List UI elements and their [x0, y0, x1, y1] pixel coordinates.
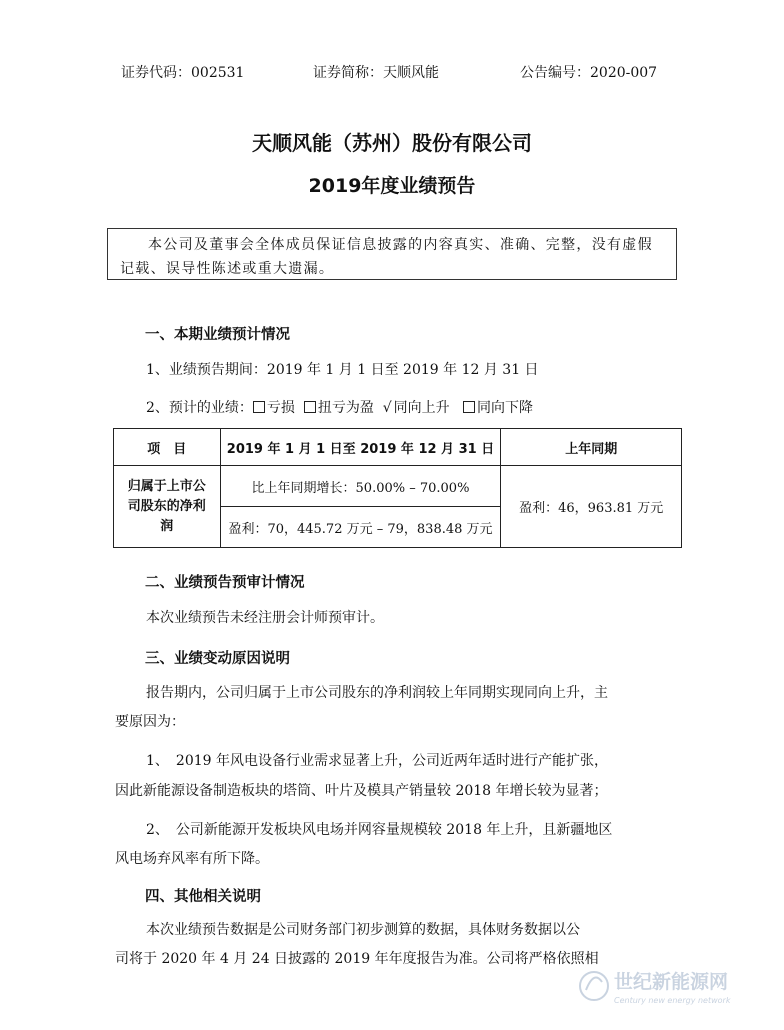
watermark-subtext: Century new energy network — [614, 996, 731, 1005]
checkbox-turnaround — [304, 401, 316, 413]
checkbox-loss — [253, 401, 265, 413]
notice-number: 公告编号：2020-007 — [520, 65, 658, 81]
forecast-period: 1、业绩预告期间：2019 年 1 月 1 日至 2019 年 12 月 31 日 — [146, 362, 539, 378]
section3-intro-line2: 要原因为： — [115, 714, 185, 730]
section2-text: 本次业绩预告未经注册会计师预审计。 — [146, 610, 384, 626]
section3-intro-line1: 报告期内，公司归属于上市公司股东的净利润较上年同期实现同向上升，主 — [146, 685, 608, 701]
option-increase: 同向上升 — [393, 400, 450, 416]
section3-item1-line1: 1、 2019 年风电设备行业需求显著上升，公司近两年适时进行产能扩张， — [146, 753, 608, 769]
header-item: 项 目 — [114, 429, 221, 466]
report-title: 2019年度业绩预告 — [308, 175, 476, 197]
prior-profit-cell: 盈利：46，963.81 万元 — [501, 466, 682, 548]
watermark-logo-icon — [572, 960, 772, 1010]
watermark-text: 世纪新能源网 — [614, 971, 729, 993]
row-label-line: 润 — [160, 518, 174, 534]
check-mark-icon: √ — [382, 400, 392, 416]
profit-range-cell: 盈利：70，445.72 万元 – 79，838.48 万元 — [220, 507, 501, 548]
stock-code: 证券代码：002531 — [121, 65, 245, 81]
site-watermark — [572, 960, 772, 1010]
option-decrease: 同向下降 — [477, 400, 534, 416]
section3-item2-line1: 2、 公司新能源开发板块风电场并网容量规模较 2018 年上升，且新疆地区 — [146, 822, 613, 838]
growth-cell: 比上年同期增长：50.00% – 70.00% — [220, 466, 501, 507]
section3-item1-line2: 因此新能源设备制造板块的塔筒、叶片及模具产销量较 2018 年增长较为显著； — [115, 783, 608, 799]
header-current-period: 2019 年 1 月 1 日至 2019 年 12 月 31 日 — [220, 429, 501, 466]
table-header-row — [114, 429, 682, 466]
section4-heading: 四、其他相关说明 — [145, 889, 261, 905]
section4-line2: 司将于 2020 年 4 月 24 日披露的 2019 年年度报告为准。公司将严格依照相 — [115, 951, 599, 967]
row-label-net-profit — [114, 466, 221, 548]
option-turnaround: 扭亏为盈 — [317, 400, 374, 416]
disclaimer-box: 本公司及董事会全体成员保证信息披露的内容真实、准确、完整，没有虚假记载、误导性陈述或重大遗漏。 — [107, 228, 677, 280]
header-prior-period: 上年同期 — [501, 429, 682, 466]
option-loss: 亏损 — [266, 400, 295, 416]
stock-name: 证券简称：天顺风能 — [313, 65, 439, 81]
company-title: 天顺风能（苏州）股份有限公司 — [252, 131, 532, 155]
table-row — [114, 466, 682, 507]
forecast-type-label: 2、预计的业绩： — [146, 400, 253, 416]
section3-heading: 三、业绩变动原因说明 — [145, 651, 290, 667]
performance-table — [113, 428, 682, 548]
forecast-type — [146, 392, 533, 424]
section2-heading: 二、业绩预告预审计情况 — [145, 575, 305, 591]
row-label-line: 归属于上市公 — [127, 478, 206, 494]
section4-line1: 本次业绩预告数据是公司财务部门初步测算的数据，具体财务数据以公 — [146, 922, 580, 938]
section1-heading: 一、本期业绩预计情况 — [145, 327, 290, 343]
section3-item2-line2: 风电场弃风率有所下降。 — [115, 851, 269, 867]
checkbox-decrease — [463, 401, 475, 413]
row-label-line: 司股东的净利 — [127, 498, 206, 514]
